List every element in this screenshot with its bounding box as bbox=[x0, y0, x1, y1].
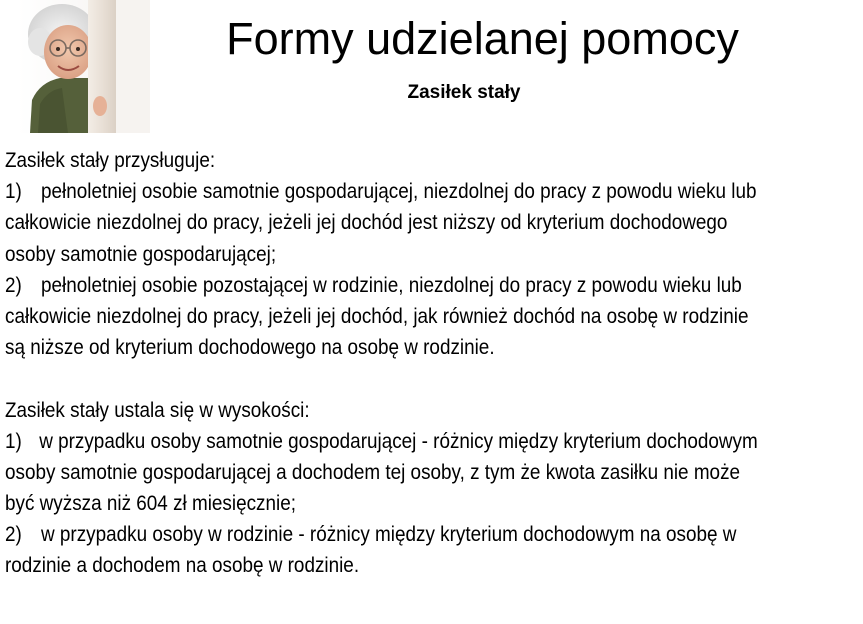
section2-item2-line2: rodzinie a dochodem na osobę w rodzinie. bbox=[5, 554, 360, 578]
elderly-woman-photo bbox=[18, 0, 150, 133]
section2-item2-line1 bbox=[5, 519, 777, 550]
content-body bbox=[5, 145, 777, 582]
list-number: 2) bbox=[5, 523, 22, 547]
section-spacer bbox=[5, 363, 777, 394]
section1-item2-line1 bbox=[5, 270, 777, 301]
page-title: Formy udzielanej pomocy bbox=[226, 13, 739, 64]
section1-intro: Zasiłek stały przysługuje: bbox=[5, 149, 216, 172]
page-subtitle: Zasiłek stały bbox=[407, 82, 521, 103]
section2-item1-line2: osoby samotnie gospodarującej a dochodem tej osoby, z tym że kwota zasiłku nie może bbox=[5, 460, 741, 484]
list-text: pełnoletniej osobie samotnie gospodarującej, niezdolnej do pracy z powodu wieku lub bbox=[41, 180, 757, 204]
elderly-woman-illustration bbox=[18, 0, 150, 133]
list-number: 1) bbox=[5, 180, 22, 204]
section2-item1-line3: być wyższa niż 604 zł miesięcznie; bbox=[5, 492, 296, 516]
list-text: pełnoletniej osobie pozostającej w rodzinie, niezdolnej do pracy z powodu wieku lub bbox=[41, 273, 742, 297]
section1-item1-line3: osoby samotnie gospodarującej; bbox=[5, 242, 277, 266]
section1-item2-line2: całkowicie niezdolnej do pracy, jeżeli jej dochód, jak również dochód na osobę w rodzinie bbox=[5, 304, 749, 328]
list-text: w przypadku osoby samotnie gospodarującej - różnicy między kryterium dochodowym bbox=[39, 429, 758, 453]
section1-item2-line3: są niższe od kryterium dochodowego na osobę w rodzinie. bbox=[5, 336, 495, 360]
section2-item1-line1 bbox=[5, 426, 777, 457]
section2-intro: Zasiłek stały ustala się w wysokości: bbox=[5, 398, 310, 422]
list-number: 2) bbox=[5, 273, 22, 297]
section1-item1-line2: całkowicie niezdolnej do pracy, jeżeli jej dochód jest niższy od kryterium dochodowego bbox=[5, 211, 728, 235]
section1-item1-line1 bbox=[5, 176, 777, 207]
list-number: 1) bbox=[5, 429, 22, 453]
list-text: w przypadku osoby w rodzinie - różnicy między kryterium dochodowym na osobę w bbox=[41, 523, 737, 547]
